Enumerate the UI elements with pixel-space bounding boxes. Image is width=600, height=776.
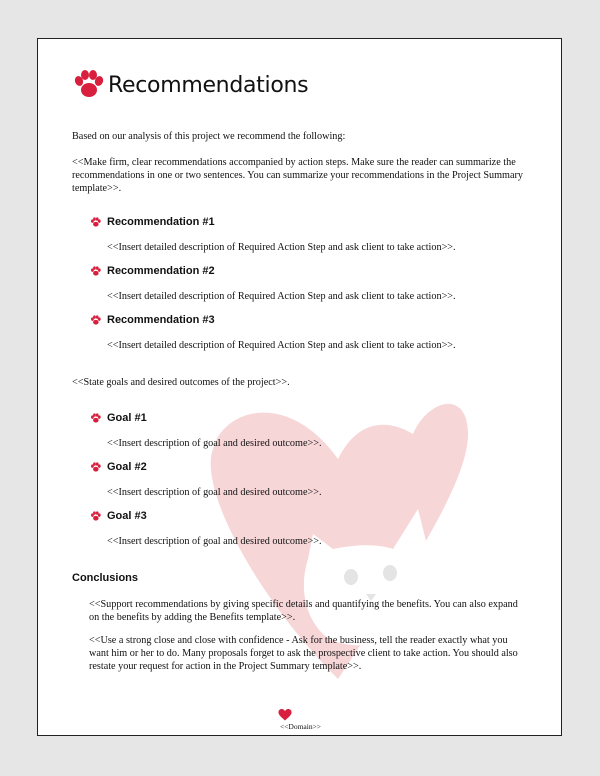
goal-body: <<Insert description of goal and desired outcome>>. xyxy=(107,438,322,449)
paw-bullet-icon xyxy=(90,413,101,424)
paw-bullet-icon xyxy=(90,462,101,473)
paw-bullet-icon xyxy=(90,217,101,228)
recommendation-heading: Recommendation #2 xyxy=(107,265,215,277)
conclusion-paragraph: <<Support recommendations by giving specific details and quantifying the benefits. You can also expand on the benefits by adding the Benefits template>>. xyxy=(89,599,518,623)
page-title: Recommendations xyxy=(108,72,309,98)
heart-icon xyxy=(278,709,292,721)
placeholder-intro: <<Make firm, clear recommendations accompanied by action steps. Make sure the reader can summarize the recommendations in one or two sentences. You can summarize your recommendations in the Project Summary template>>. xyxy=(72,157,523,194)
paw-bullet-icon xyxy=(90,315,101,326)
goal-body: <<Insert description of goal and desired outcome>>. xyxy=(107,487,322,498)
paw-bullet-icon xyxy=(90,511,101,522)
goals-intro: <<State goals and desired outcomes of the project>>. xyxy=(72,377,290,388)
paw-bullet-icon xyxy=(90,266,101,277)
document-page xyxy=(37,38,562,736)
recommendation-heading: Recommendation #1 xyxy=(107,216,215,228)
intro-text: Based on our analysis of this project we recommend the following: xyxy=(72,131,346,142)
paw-icon xyxy=(72,70,104,100)
recommendation-body: <<Insert detailed description of Required Action Step and ask client to take action>>. xyxy=(107,291,456,302)
goal-heading: Goal #2 xyxy=(107,461,147,473)
goal-heading: Goal #3 xyxy=(107,510,147,522)
conclusion-paragraph: <<Use a strong close and close with confidence - Ask for the business, tell the reader exactly what you want him or her to do. Many proposals forget to ask the prospective client to take action. You should also restate your request for action in the Project Summary template>>. xyxy=(89,635,518,672)
recommendation-heading: Recommendation #3 xyxy=(107,314,215,326)
conclusions-heading: Conclusions xyxy=(72,572,139,584)
recommendation-body: <<Insert detailed description of Required Action Step and ask client to take action>>. xyxy=(107,340,456,351)
footer-domain: <<Domain>> xyxy=(279,722,322,731)
recommendation-body: <<Insert detailed description of Required Action Step and ask client to take action>>. xyxy=(107,242,456,253)
goal-heading: Goal #1 xyxy=(107,412,147,424)
title-row xyxy=(72,70,308,100)
goal-body: <<Insert description of goal and desired outcome>>. xyxy=(107,536,322,547)
